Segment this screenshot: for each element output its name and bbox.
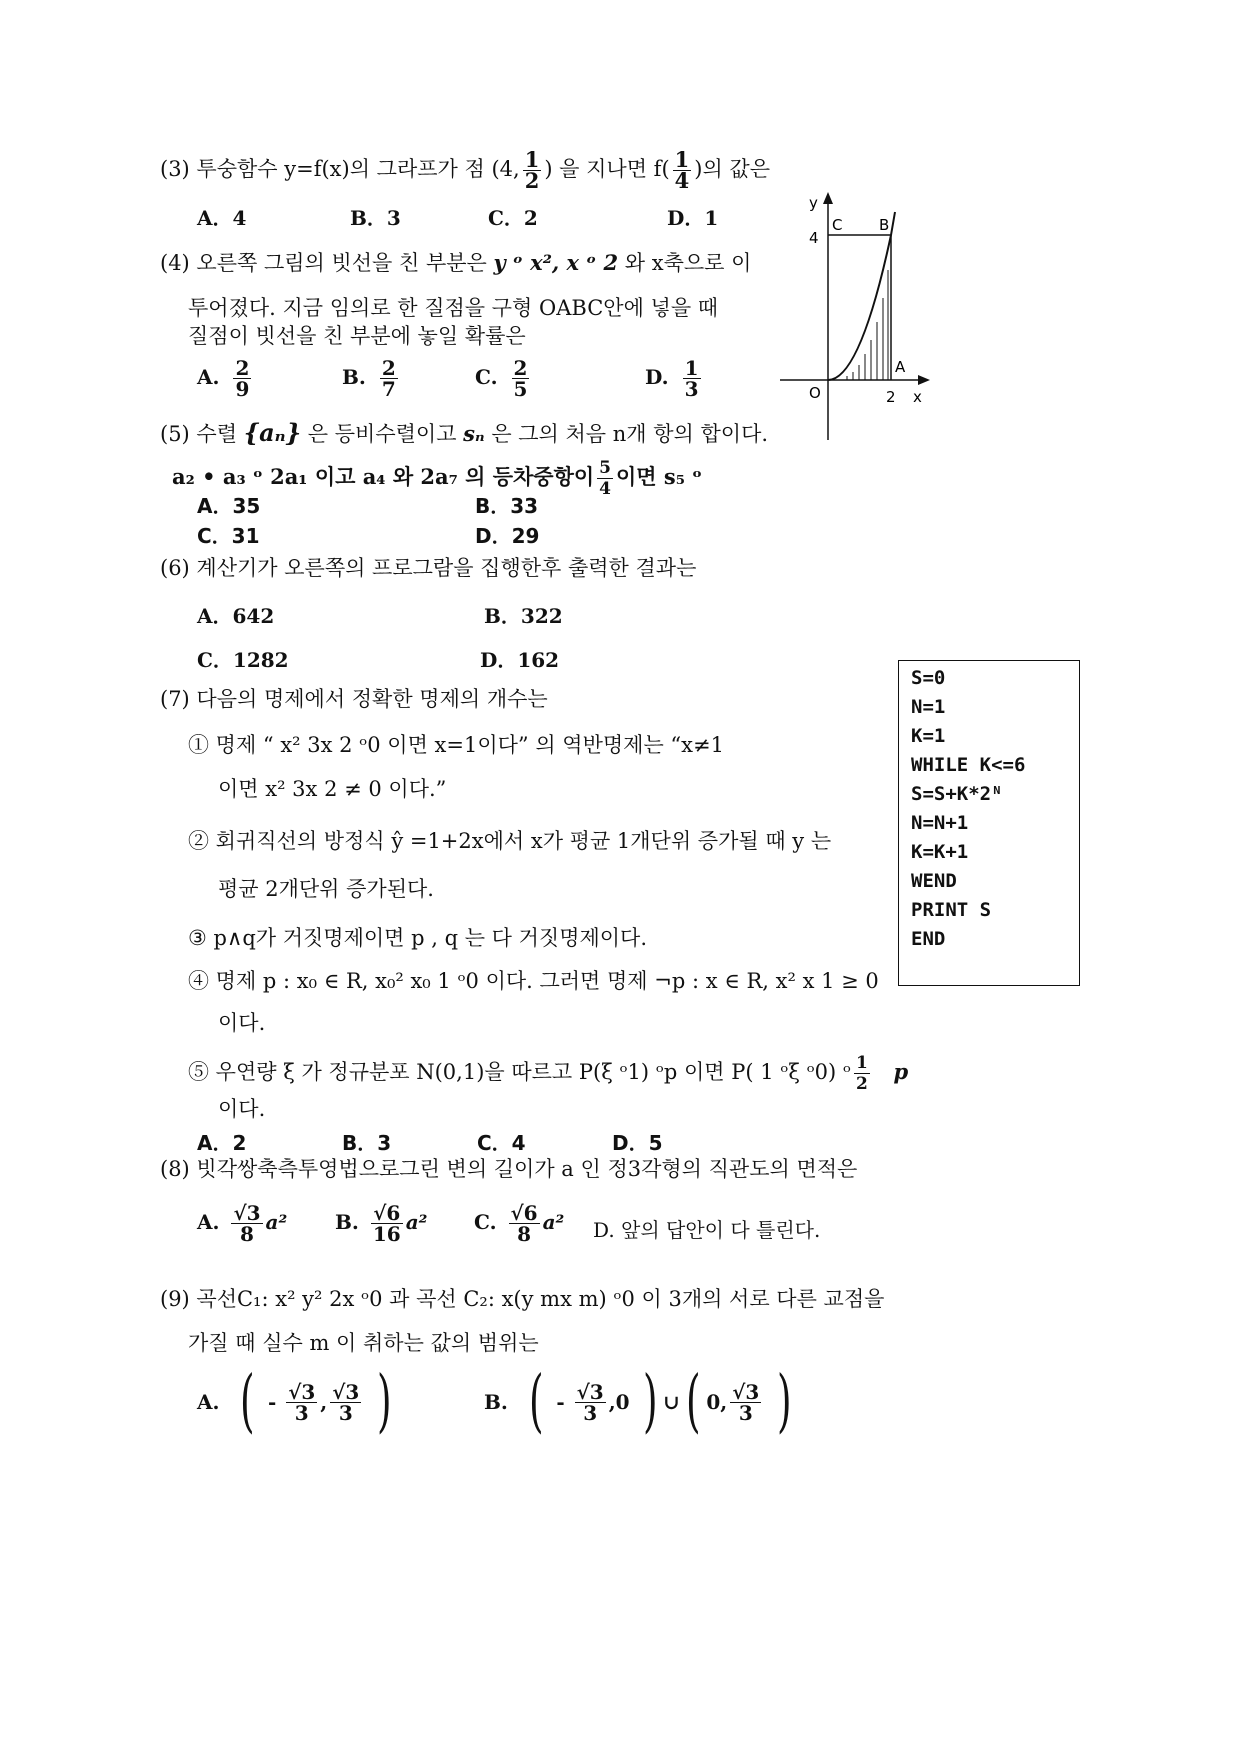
q8-option-b: B. $\frac{√6}{16}$ a²: [335, 1201, 428, 1246]
q5-option-a: A．35: [197, 494, 261, 518]
q7-title: (7) 다음의 명제에서 정확한 명제의 개수는: [160, 687, 548, 711]
parabola-curve: [828, 212, 895, 380]
program-box: [898, 660, 1080, 986]
tick-2: 2: [886, 388, 896, 406]
x-axis-label: x: [913, 388, 922, 406]
q5-line-2: a₂ • a₃ ᵒ 2a₁ 이고 a₄ 와 2a₇ 의 등차중항이 $\frac{5}{4}$ 이면 s₅ ᵒ: [172, 458, 703, 499]
q5-option-d: D．29: [475, 524, 540, 548]
y-axis-label: y: [809, 194, 818, 212]
code-line-1: S=0: [911, 667, 946, 689]
q7-statement-1b: 이면 x² 3x 2 ≠ 0 이다.”: [218, 777, 447, 801]
q9-line-2: 가질 때 실수 m 이 취하는 값의 범위는: [188, 1331, 539, 1355]
code-line-5: S=S+K*2ᴺ: [911, 783, 1003, 805]
q3-fraction-1: $\frac{1}{2}$: [524, 147, 540, 193]
q4-line-2: 투어졌다. 지금 임의로 한 질점을 구형 OABC안에 넣을 때: [188, 296, 719, 320]
q3-text-a: (3) 투숭함수 y=f(x)의 그라프가 점 (4,: [160, 157, 520, 181]
q6-question: (6) 계산기가 오른쪽의 프로그람을 집행한후 출력한 결과는: [160, 556, 697, 580]
point-c: C: [832, 216, 843, 234]
x-axis-arrow: [918, 375, 930, 385]
q9-option-b: B. ( - $\frac{√3}{3}$ ,0 ) ∪( 0, $\frac{√3}{3}$ ): [484, 1362, 792, 1441]
q7-statement-5b: 이다.: [218, 1097, 266, 1121]
y-axis-arrow: [823, 192, 833, 204]
q4-option-a: A. $\frac{2}{9}$: [197, 356, 250, 401]
code-line-3: K=1: [911, 725, 946, 747]
q7-statement-2a: ② 회귀직선의 방정식 ŷ =1+2x에서 x가 평균 1개단위 증가될 때 y 는: [188, 829, 832, 853]
q3-option-a: A．4: [197, 206, 247, 230]
q7-option-a: A．2: [197, 1131, 247, 1155]
code-line-10: END: [911, 928, 946, 950]
q7-option-b: B．3: [342, 1131, 392, 1155]
q5-line-1: [160, 420, 768, 447]
q8-option-d: D. 앞의 답안이 다 틀린다.: [593, 1218, 821, 1242]
q7-statement-4a: ④ 명제 p : x₀ ∈ R, x₀² x₀ 1 ᵒ0 이다. 그러면 명제 ¬p : x ∈ R, x² x 1 ≥ 0: [188, 969, 879, 993]
q8-option-a: A. $\frac{√3}{8}$ a²: [197, 1201, 288, 1246]
q7-statement-3: ③ p∧q가 거짓명제이면 p , q 는 다 거짓명제이다.: [188, 926, 648, 950]
q8-question: (8) 빗각쌍축측투영법으로그린 변의 길이가 a 인 정3각형의 직관도의 면적은: [160, 1157, 858, 1181]
q4-line-1: [160, 250, 751, 276]
code-line-4: WHILE K<=6: [911, 754, 1026, 776]
point-b: B: [879, 216, 890, 234]
q4-option-c: C. $\frac{2}{5}$: [475, 356, 528, 401]
q7-option-c: C．4: [477, 1131, 526, 1155]
tick-4: 4: [809, 229, 819, 247]
point-a: A: [895, 358, 906, 376]
origin-label: O: [809, 384, 821, 402]
q4-option-d: D. $\frac{1}{3}$: [645, 356, 699, 401]
q3-text-b: ) 을 지나면 f(: [544, 157, 670, 181]
q5-sn: sₙ: [463, 421, 485, 446]
q9-line-1: (9) 곡선C₁: x² y² 2x ᵒ0 과 곡선 C₂: x(y mx m) ᵒ0 이 3개의 서로 다른 교점을: [160, 1287, 885, 1311]
q6-option-c: C．1282: [197, 648, 289, 672]
q3-question: [160, 147, 770, 193]
code-line-8: WEND: [911, 870, 957, 892]
q5-text-c: 은 그의 처음 n개 항의 합이다.: [491, 422, 769, 446]
q4-text-b: 와 x축으로 이: [624, 251, 752, 275]
q4-math: y ᵒ x², x ᵒ 2: [493, 250, 619, 275]
q3-option-b: B．3: [350, 206, 401, 230]
q5-text-a: (5) 수렬: [160, 422, 237, 446]
q6-option-a: A．642: [197, 604, 275, 628]
q7-statement-4b: 이다.: [218, 1011, 266, 1035]
code-line-2: N=1: [911, 696, 946, 718]
q9-option-a: A. ( - $\frac{√3}{3}$ , $\frac{√3}{3}$ ): [197, 1362, 392, 1441]
q5-option-b: B．33: [475, 494, 539, 518]
q5-option-c: C．31: [197, 524, 260, 548]
q6-option-b: B．322: [484, 604, 563, 628]
code-line-9: PRINT S: [911, 899, 992, 921]
q5-text-b: 은 등비수렬이고: [307, 422, 457, 446]
code-line-7: K=K+1: [911, 841, 969, 863]
q4-line-3: 질점이 빗선을 친 부분에 놓일 확률은: [188, 324, 526, 348]
q3-text-c: )의 값은: [694, 157, 770, 181]
q4-option-b: B. $\frac{2}{7}$: [342, 356, 396, 401]
rectangle-oabc: [828, 235, 891, 380]
q3-option-c: C．2: [488, 206, 538, 230]
q7-statement-5a: ⑤ 우연량 ξ 가 정규분포 N(0,1)을 따르고 P(ξ ᵒ1) ᵒp 이면 P( 1 ᵒξ ᵒ0) ᵒ $\frac{1}{2}$ p: [188, 1053, 909, 1094]
parabola-figure: [775, 190, 945, 445]
q4-text-a: (4) 오른쪽 그림의 빗선을 친 부분은: [160, 251, 487, 275]
q7-statement-2b: 평균 2개단위 증가된다.: [218, 877, 434, 901]
q8-option-c: C. $\frac{√6}{8}$ a²: [474, 1201, 565, 1246]
q6-option-d: D．162: [480, 648, 560, 672]
q3-option-d: D．1: [667, 206, 719, 230]
q3-fraction-2: $\frac{1}{4}$: [674, 147, 690, 193]
q7-statement-1a: ① 명제 “ x² 3x 2 ᵒ0 이면 x=1이다” 의 역반명제는 “x≠1: [188, 733, 724, 757]
q7-option-d: D．5: [612, 1131, 663, 1155]
code-line-6: N=N+1: [911, 812, 969, 834]
q5-seq: {aₙ}: [243, 418, 302, 447]
